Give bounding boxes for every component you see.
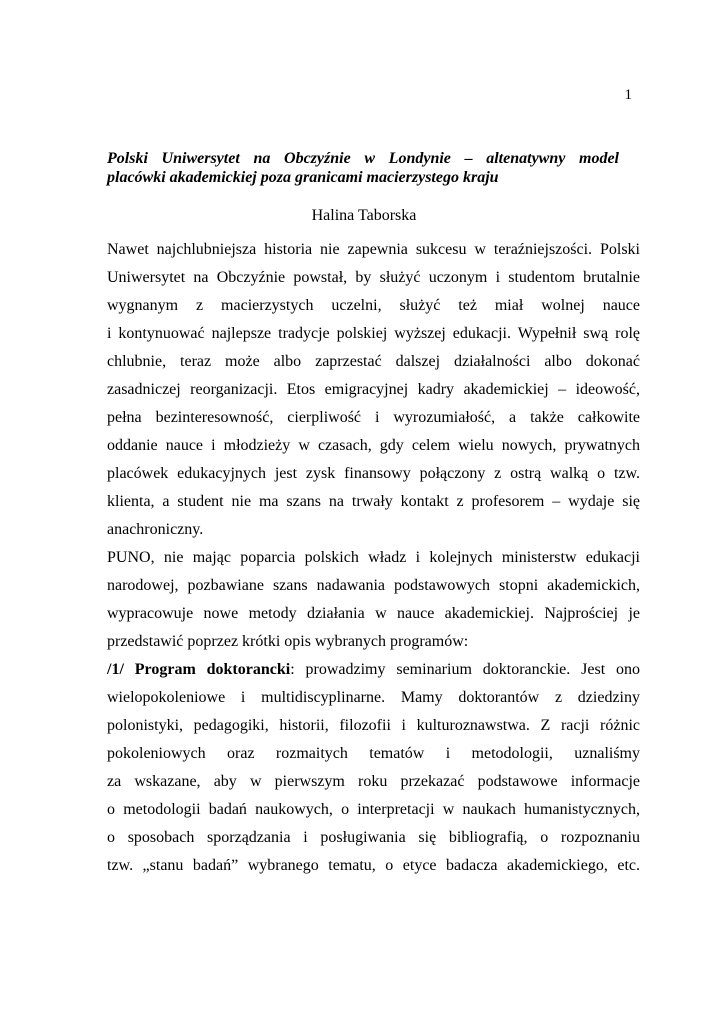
text-line: wypracowuje nowe metody działania w nauce akademickiej. Najprościej je	[107, 605, 640, 622]
author-name: Halina Taborska	[311, 207, 417, 224]
text-line: za wskazane, aby w pierwszym roku przekazać podstawowe informacje	[107, 773, 640, 790]
text-line: wielopokoleniowe i multidiscyplinarne. Mamy doktorantów z dziedziny	[107, 689, 640, 706]
document-title	[107, 149, 619, 187]
page-number: 1	[624, 87, 632, 103]
text-line: anachroniczny.	[107, 521, 204, 538]
title-line-2: placówki akademickiej poza granicami macierzystego kraju	[107, 169, 499, 186]
text-line: oddanie nauce i młodzieży w czasach, gdy celem wielu nowych, prywatnych	[107, 437, 640, 454]
document-body	[107, 236, 640, 880]
text-line: placówek edukacyjnych jest zysk finansowy połączony z ostrą walką o tzw.	[107, 465, 640, 482]
text-line: PUNO, nie mając poparcia polskich władz i kolejnych ministerstw edukacji	[107, 549, 640, 566]
text-line: Nawet najchlubniejsza historia nie zapewnia sukcesu w teraźniejszości. Polski	[107, 241, 640, 258]
text-line: tzw. „stanu badań” wybranego tematu, o etyce badacza akademickiego, etc.	[107, 857, 640, 874]
text-fragment: : prowadzimy seminarium doktoranckie. Jest ono	[290, 661, 640, 678]
text-line: pełna bezinteresowność, cierpliwość i wyrozumiałość, a także całkowite	[107, 409, 640, 426]
text-line	[107, 656, 640, 684]
text-line: o metodologii badań naukowych, o interpretacji w naukach humanistycznych,	[107, 801, 640, 818]
text-line: chlubnie, teraz może albo zaprzestać dalszej działalności albo dokonać	[107, 353, 640, 370]
text-line: pokoleniowych oraz rozmaitych tematów i metodologii, uznaliśmy	[107, 745, 640, 762]
text-line: narodowej, pozbawiane szans nadawania podstawowych stopni akademickich,	[107, 577, 640, 594]
text-line: zasadniczej reorganizacji. Etos emigracyjnej kadry akademickiej – ideowość,	[107, 381, 640, 398]
text-line: wygnanym z macierzystych uczelni, służyć też miał wolnej nauce	[107, 297, 640, 314]
text-line: i kontynuować najlepsze tradycje polskiej wyższej edukacji. Wypełnił swą rolę	[107, 325, 640, 342]
title-line-1: Polski Uniwersytet na Obczyźnie w Londynie – altenatywny model	[107, 150, 619, 167]
text-line: Uniwersytet na Obczyźnie powstał, by służyć uczonym i studentom brutalnie	[107, 269, 640, 286]
text-line: o sposobach sporządzania i posługiwania się bibliografią, o rozpoznaniu	[107, 829, 640, 846]
text-line: przedstawić poprzez krótki opis wybranych programów:	[107, 633, 469, 650]
section-heading: /1/ Program doktorancki	[107, 661, 291, 678]
text-line: polonistyki, pedagogiki, historii, filozofii i kulturoznawstwa. Z racji różnic	[107, 717, 640, 734]
text-line: klienta, a student nie ma szans na trwały kontakt z profesorem – wydaje się	[107, 493, 640, 510]
